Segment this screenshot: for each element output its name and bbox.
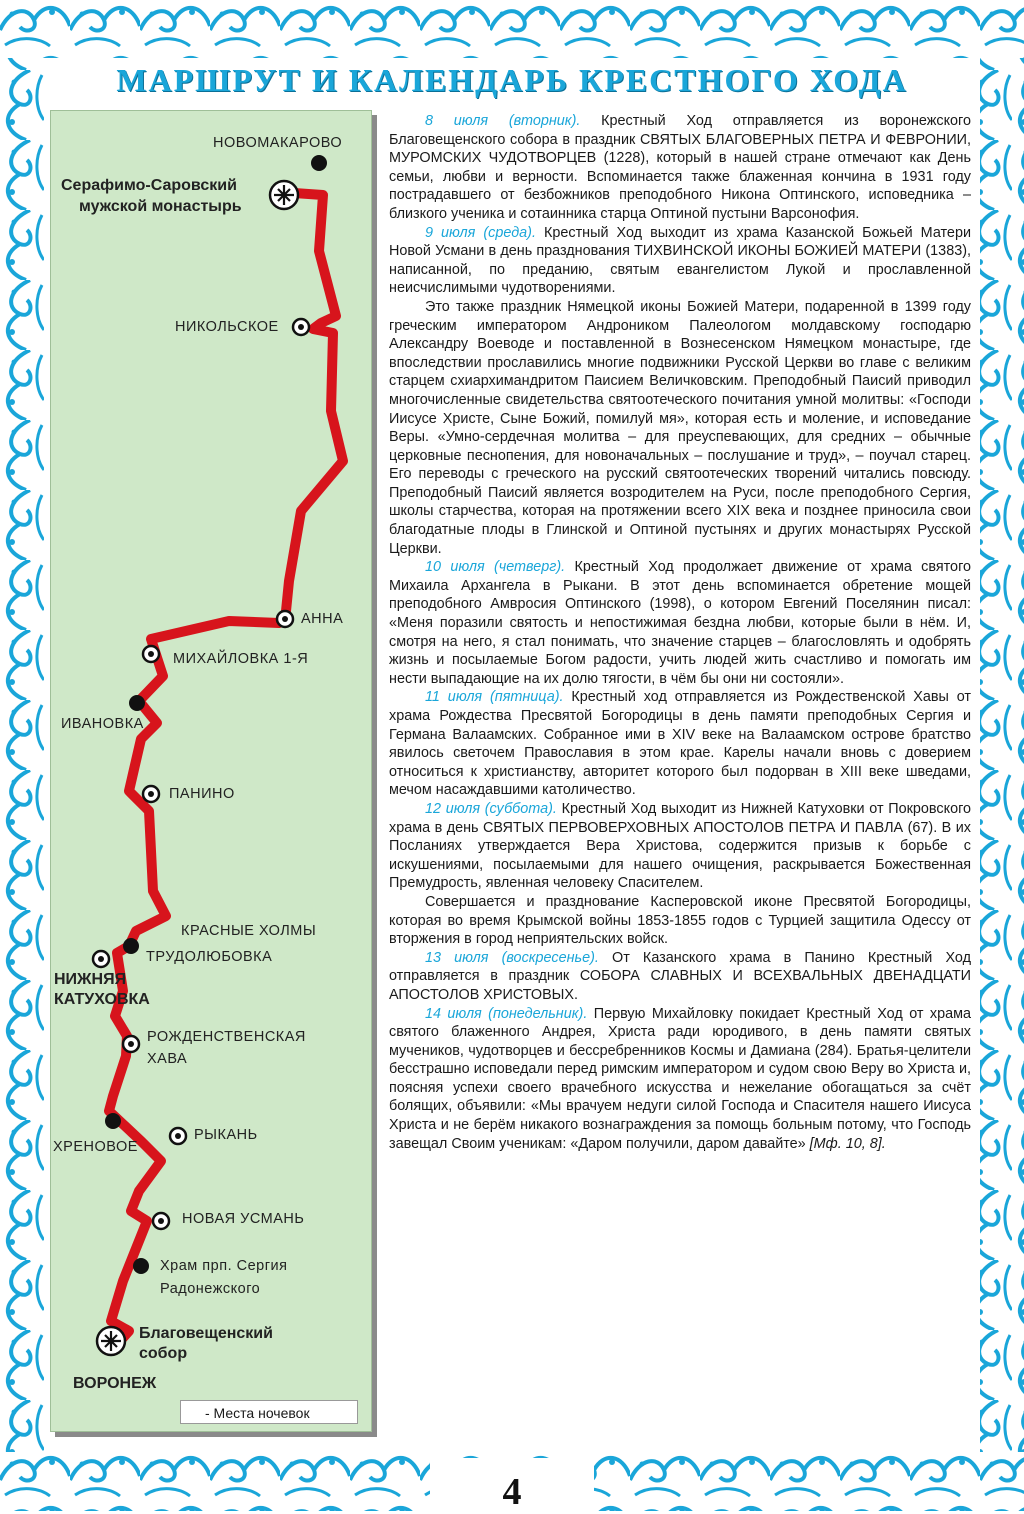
paragraph-text: Крестный Ход выходит из Нижней Катуховки от Покровского храма в день СВЯТЫХ ПЕРВОВЕРХОВНЫХ АПОСТОЛОВ ПЕТРА И ПАВЛА (67). В их Посланиях утверждается Вера Христова, содержится призыв к борьбе с искушениями, посылаемыми для нашего очищения, раскрывается Божественная Премудрость, явленная человеку Спасителем. [389,800,972,892]
page-title: МАРШРУТ И КАЛЕНДАРЬ КРЕСТНОГО ХОДА [116,62,908,98]
town-dot [105,1113,121,1129]
overnight-stop-marker [277,611,293,627]
paragraph-text: Это также праздник Нямецкой иконы Божией Матери, подаренной в 1399 году греческим императором Андроником Палеологом молдавскому господарю Александру Воеводе и поставленной в Вознесенском Нямецком монастыре, где впоследствии прославились многие подвижники Русской Церкви во главе с великим старцем схиархимандритом Паисием Величковским. Преподобный Паисий приводил многочисленные свидетельства святоотеческого почитания умной молитвы: «Господи Иисусе Христе, Сыне Божий, помилуй мя», которая есть и моление, и исповедание Веры. «Умно-сердечная молитва – для преуспевающих, для средних – обычные церковные песнопения, для новоначальных – послушание и труд», – поучал старец. Его переводы с греческого на русский святоотеческих творений читались повсюду. Преподобный Паисий является возродителем на Руси, после преподобного Сергия, школы старчества, которая на протяжении всего XIX века и позднее приносила свои благодатные плоды в Глинской и Оптиной пустынях и других монастырях Русской Церкви. [389,298,971,557]
label-anna: АННА [301,611,344,627]
paragraph-text: Крестный Ход продолжает движение от храма святого Михаила Архангела в Рыкани. В этот день вспоминается обретение мощей преподобного Амвросия Оптинского (1998), о котором Евгений Поселянин писал: «Меня поразили святость и непостижимая бездна любви, которые были в нём. И, смотря на него, я стал понимать, что значение старцев – благословлять и одобрять жизнь и посылаемые Богом радости, учить людей жить счастливо и помогать им нести выпадающие на их долю тягости, в чём бы они ни состояли». [389,559,972,687]
paragraph-nyametsk-icon [389,298,971,558]
paragraph-text: От Казанского храма в Панино Крестный Ход отправляется в праздник СОБОРА СЛАВНЫХ И ВСЕХВАЛЬНЫХ ДВЕНАДЦАТИ АПОСТОЛОВ ХРИСТОВЫХ. [389,949,971,1003]
overnight-stop-marker [123,1036,139,1052]
paragraph-july-13 [389,949,971,1005]
overnight-stop-marker [143,786,159,802]
overnight-stop-marker [93,951,109,967]
church-cross-icon [97,1327,125,1355]
label-nizhnyaya-line1: НИЖНЯЯ [54,971,127,988]
town-dot [129,695,145,711]
label-rozhdestvenskaya-line1: РОЖДЕНСТВЕНСКАЯ [147,1029,306,1045]
label-voronezh: ВОРОНЕЖ [73,1375,157,1392]
scripture-reference: [Мф. 10, 8]. [805,1135,886,1152]
town-dot [123,938,139,954]
label-krasnye-kholmy: КРАСНЫЕ ХОЛМЫ [181,923,317,939]
label-nizhnyaya-line2: КАТУХОВКА [54,991,150,1008]
label-khrenovoe: ХРЕНОВОЕ [53,1139,138,1155]
route-line [107,193,343,1351]
route-map-svg [51,111,371,1431]
label-khram-line1: Храм прп. Сергия [160,1258,288,1274]
route-map [50,110,372,1432]
map-legend [180,1400,358,1424]
page-number: 4 [502,1471,522,1513]
label-trudolyubovka: ТРУДОЛЮБОВКА [146,949,273,965]
label-novomakarovo: НОВОМАКАРОВО [213,135,343,151]
label-rozhdestvenskaya-line2: ХАВА [147,1051,188,1067]
label-mikhailovka: МИХАЙЛОВКА 1-Я [173,651,309,667]
label-rykan: РЫКАНЬ [194,1127,258,1143]
paragraph-text: Крестный Ход отправляется из воронежского Благовещенского собора в праздник СВЯТЫХ БЛАГОВЕРНЫХ ПЕТРА И ФЕВРОНИИ, МУРОМСКИХ ЧУДОТВОРЦЕВ (1228), который в нашей стране отмечают как День семьи, любви и верности. Вспоминается также блаженная кончина в 1931 году пострадавшего от безбожников преподобного Никона Оптинского, исповедника – близкого ученика и сотаинника старца Оптиной пустыни Варсонофия. [389,113,971,222]
church-cross-icon [270,181,298,209]
paragraph-text: Первую Михайловку покидает Крестный Ход от храма святого блаженного Андрея, Христа ради юродивого, в день памяти святых мучеников, чудотворцев и бессребренников Космы и Дамиана (284). Братья-целители бесстрашно исповедали перед римским императором и судом свою Веру во Христа и, поясняя успехи своего врачебного искусства и нежелание обогащаться за счёт болящих, объявили: «Мы врачуем недуги силой Господа и Спасителя нашего Иисуса Христа и не берём никакого вознаграждения за помощь больным потому, что Господь завещал Своим ученикам: «Даром получили, даром давайте» [389,1005,971,1152]
paragraph-july-14 [389,1005,971,1154]
date-heading: 8 июля (вторник). [425,113,581,129]
paragraph-text: Совершается и празднование Касперовской иконе Пресвятой Богородицы, которая во время Крымской войны 1853-1855 годов с Турцией защитила Одессу от вторжения в город неприятельских войск. [389,893,971,948]
overnight-stop-marker [170,1128,186,1144]
label-khram-line2: Радонежского [160,1281,261,1297]
label-sobor-line1: Благовещенский [139,1325,273,1342]
date-heading: 13 июля (воскресенье). [425,949,599,966]
town-dot [133,1258,149,1274]
paragraph-july-10 [389,558,971,688]
paragraph-text: Крестный Ход выходит из храма Казанской Божьей Матери Новой Усмани в день празднования ТИХВИНСКОЙ ИКОНЫ БОЖИЕЙ МАТЕРИ (1383), написанной, по преданию, святым евангелистом Лукой и прославленной неисчислимыми чудотворениями. [389,224,971,297]
label-nikolskoe: НИКОЛЬСКОЕ [175,319,279,335]
overnight-stop-marker [293,319,309,335]
overnight-stop-marker [143,646,159,662]
legend-text: - Места ночевок [205,1405,310,1421]
paragraph-july-9 [389,224,971,298]
date-heading: 9 июля (среда). [425,224,536,241]
paragraph-july-12 [389,800,971,893]
label-monastery-line1: Серафимо-Саровский [61,177,237,194]
overnight-stop-marker [153,1213,169,1229]
label-ivanovka: ИВАНОВКА [61,716,144,732]
label-sobor-line2: собор [139,1345,188,1362]
town-dot [311,155,327,171]
label-monastery-line2: мужской монастырь [79,198,242,215]
paragraph-kasperovskaya [389,893,971,949]
date-heading: 14 июля (понедельник). [425,1005,588,1022]
date-heading: 11 июля (пятница). [425,689,564,706]
date-heading: 12 июля (суббота). [425,800,557,817]
paragraph-text: Крестный ход отправляется из Рождественской Хавы от храма Рождества Пресвятой Богородицы в день памяти преподобных Сергия и Германа Валаамских. Собранное ими в XIV веке на Валаамском острове братство явилось светочем Православия в этом крае. Карелы начали вновь с доверием относиться к христианству, авторитет которого был подорван в XIII веке шведами, мечом насаждавшими католичество. [389,689,971,799]
label-panino: ПАНИНО [169,786,235,802]
article-body [389,112,971,1153]
paragraph-july-11 [389,688,971,800]
paragraph-july-8 [389,112,971,224]
label-novaya-usman: НОВАЯ УСМАНЬ [182,1211,305,1227]
date-heading: 10 июля (четверг). [425,559,566,576]
